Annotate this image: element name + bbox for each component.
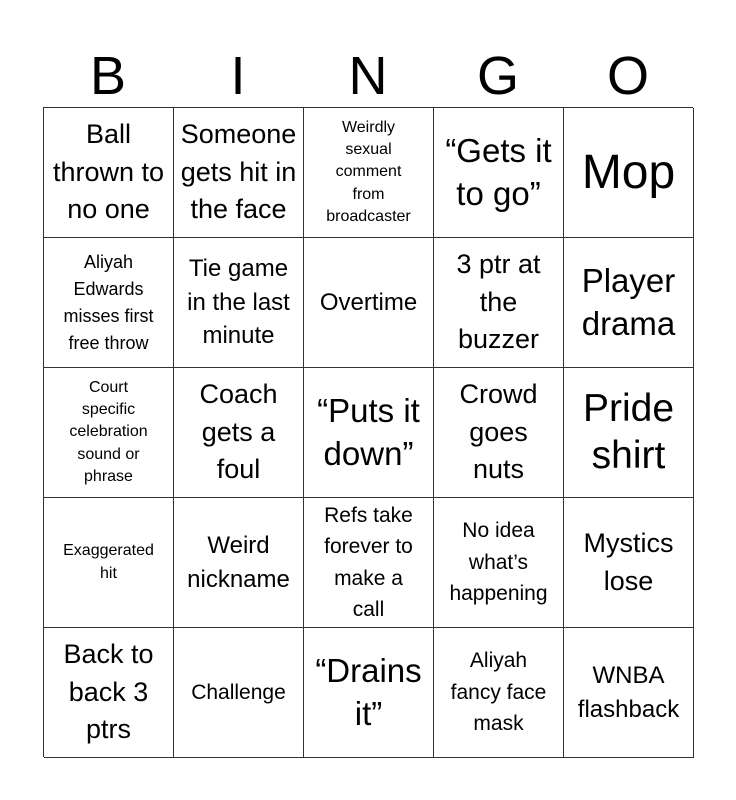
cell-text: Refs take forever to make a call	[324, 503, 413, 621]
cell-text: 3 ptr at the buzzer	[456, 248, 541, 355]
bingo-cell[interactable]	[304, 108, 434, 238]
cell-text: Exaggerated hit	[63, 542, 154, 582]
cell-text: Aliyah Edwards misses first free throw	[63, 251, 154, 353]
bingo-cell[interactable]	[564, 368, 694, 498]
cell-text: Mop	[581, 145, 676, 199]
cell-text: Someone gets hit in the face	[180, 118, 297, 225]
bingo-cell[interactable]	[564, 238, 694, 368]
cell-text: Tie game in the last minute	[187, 255, 290, 350]
cell-text: Pride shirt	[582, 386, 675, 477]
bingo-cell[interactable]	[434, 238, 564, 368]
bingo-cell[interactable]	[434, 108, 564, 238]
cell-text: “Puts it down”	[317, 391, 420, 472]
cell-text: Weird nickname	[187, 531, 290, 593]
bingo-cell[interactable]	[564, 108, 694, 238]
bingo-cell[interactable]	[564, 628, 694, 758]
cell-text: “Gets it to go”	[445, 131, 552, 212]
bingo-cell[interactable]	[174, 238, 304, 368]
cell-text: Player drama	[581, 261, 676, 342]
bingo-cell[interactable]	[564, 498, 694, 628]
cell-text: Back to back 3 ptrs	[63, 638, 154, 745]
cell-text: Mystics lose	[583, 527, 674, 596]
cell-text: Weirdly sexual comment from broadcaster	[326, 118, 411, 226]
cell-text: Overtime	[319, 288, 418, 316]
cell-text: Challenge	[191, 680, 286, 704]
header-letter-b: B	[89, 46, 127, 106]
bingo-cell[interactable]	[44, 368, 174, 498]
header-letter-i: I	[230, 46, 246, 106]
bingo-cell[interactable]	[174, 498, 304, 628]
cell-text: Ball thrown to no one	[52, 118, 165, 225]
bingo-cell[interactable]	[44, 498, 174, 628]
bingo-cell[interactable]	[174, 368, 304, 498]
bingo-cell[interactable]	[434, 498, 564, 628]
cell-text: Court specific celebration sound or phrase	[69, 378, 148, 486]
bingo-cell[interactable]	[304, 238, 434, 368]
cell-text: Aliyah fancy face mask	[450, 649, 547, 736]
bingo-cell[interactable]	[434, 628, 564, 758]
header-letter-o: O	[606, 46, 649, 106]
cell-text: Crowd goes nuts	[459, 378, 538, 485]
bingo-board	[43, 107, 693, 757]
bingo-cell[interactable]	[174, 108, 304, 238]
cell-text: WNBA flashback	[577, 661, 680, 723]
bingo-cell[interactable]	[44, 238, 174, 368]
cell-text: Coach gets a foul	[199, 378, 278, 485]
bingo-cell[interactable]	[434, 368, 564, 498]
bingo-cell[interactable]	[44, 108, 174, 238]
bingo-cell[interactable]	[304, 628, 434, 758]
bingo-cell[interactable]	[304, 498, 434, 628]
cell-text: “Drains it”	[315, 651, 422, 732]
cell-text: No idea what’s happening	[449, 519, 548, 606]
header-letter-n: N	[348, 46, 388, 106]
bingo-cell[interactable]	[304, 368, 434, 498]
bingo-cell[interactable]	[44, 628, 174, 758]
bingo-cell[interactable]	[174, 628, 304, 758]
header-letter-g: G	[476, 46, 519, 106]
bingo-header	[43, 46, 693, 106]
